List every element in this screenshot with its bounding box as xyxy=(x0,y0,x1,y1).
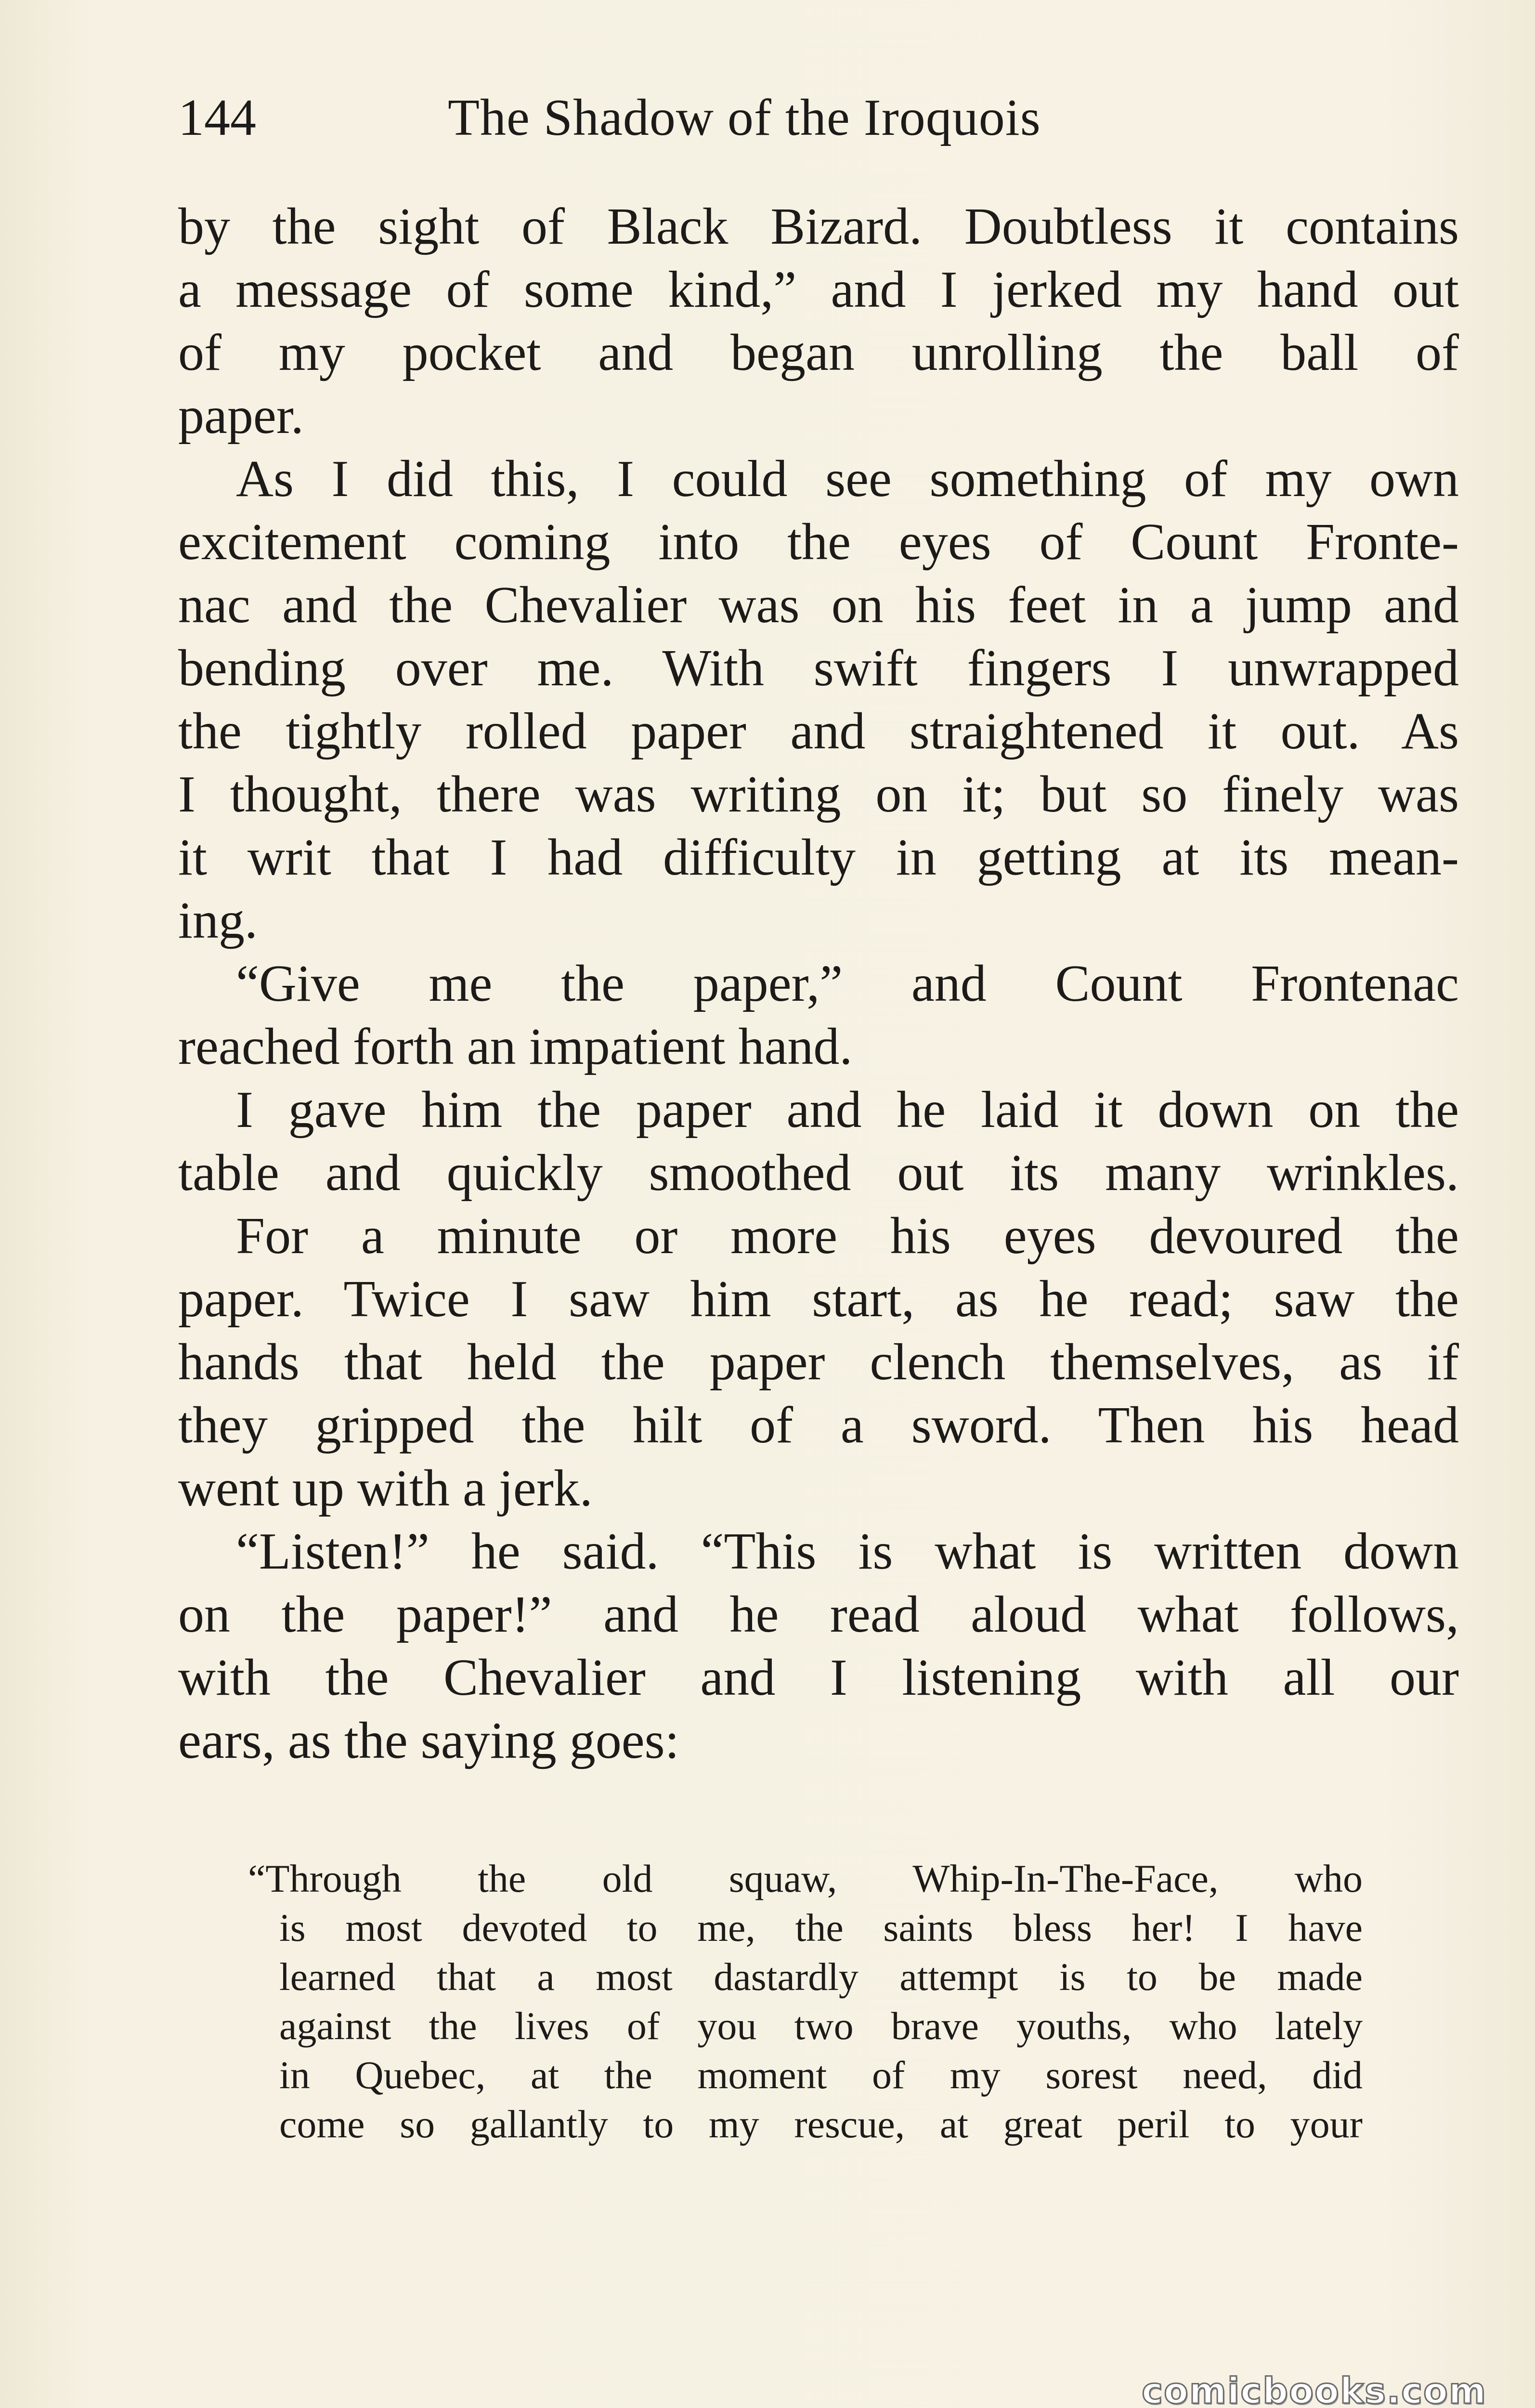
running-title: The Shadow of the Iroquois xyxy=(448,89,1041,146)
text-line: excitement coming into the eyes of Count Fronte- xyxy=(178,513,1459,571)
text-line: “Give me the paper,” and Count Frontenac xyxy=(236,955,1459,1012)
quote-line: come so gallantly to my rescue, at great peril to your xyxy=(279,2102,1363,2146)
letter-quote xyxy=(248,1854,1363,2149)
text-line: with the Chevalier and I listening with all our xyxy=(178,1649,1459,1706)
page-header xyxy=(178,79,1459,157)
text-line: ing. xyxy=(178,892,258,949)
text-line: ears, as the saying goes: xyxy=(178,1712,679,1769)
text-line: “Listen!” he said. “This is what is written down xyxy=(236,1523,1459,1580)
text-line: on the paper!” and he read aloud what follows, xyxy=(178,1586,1459,1643)
quote-line: “Through the old squaw, Whip-In-The-Face, who xyxy=(248,1857,1363,1900)
page-number: 144 xyxy=(178,89,256,146)
quote-line: is most devoted to me, the saints bless her! I have xyxy=(279,1906,1363,1950)
quote-line: in Quebec, at the moment of my sorest need, did xyxy=(279,2053,1363,2097)
text-line: hands that held the paper clench themselves, as if xyxy=(178,1334,1459,1391)
text-line: paper. xyxy=(178,387,304,445)
text-line: I thought, there was writing on it; but so finely was xyxy=(178,766,1459,823)
quote-line: learned that a most dastardly attempt is to be made xyxy=(279,1955,1363,1999)
text-line: nac and the Chevalier was on his feet in a jump and xyxy=(178,576,1459,634)
text-line: they gripped the hilt of a sword. Then his head xyxy=(178,1397,1459,1454)
body-text xyxy=(178,195,1459,1772)
text-line: the tightly rolled paper and straightened it out. As xyxy=(178,703,1459,760)
quote-line: against the lives of you two brave youths, who lately xyxy=(279,2004,1363,2048)
watermark: comicbooks.com xyxy=(1142,2370,1487,2408)
text-line: As I did this, I could see something of my own xyxy=(236,450,1459,508)
text-line: paper. Twice I saw him start, as he read; saw the xyxy=(178,1270,1459,1328)
text-line: went up with a jerk. xyxy=(178,1460,593,1517)
text-line: it writ that I had difficulty in getting at its mean- xyxy=(178,829,1459,886)
text-line: I gave him the paper and he laid it down on the xyxy=(236,1081,1459,1139)
text-line: For a minute or more his eyes devoured the xyxy=(236,1207,1459,1265)
text-line: bending over me. With swift fingers I unwrapped xyxy=(178,640,1459,697)
text-line: by the sight of Black Bizard. Doubtless it contains xyxy=(178,198,1459,255)
text-line: table and quickly smoothed out its many wrinkles. xyxy=(178,1144,1459,1202)
text-line: reached forth an impatient hand. xyxy=(178,1018,853,1075)
text-line: of my pocket and began unrolling the ball of xyxy=(178,324,1459,381)
text-line: a message of some kind,” and I jerked my hand out xyxy=(178,261,1459,318)
